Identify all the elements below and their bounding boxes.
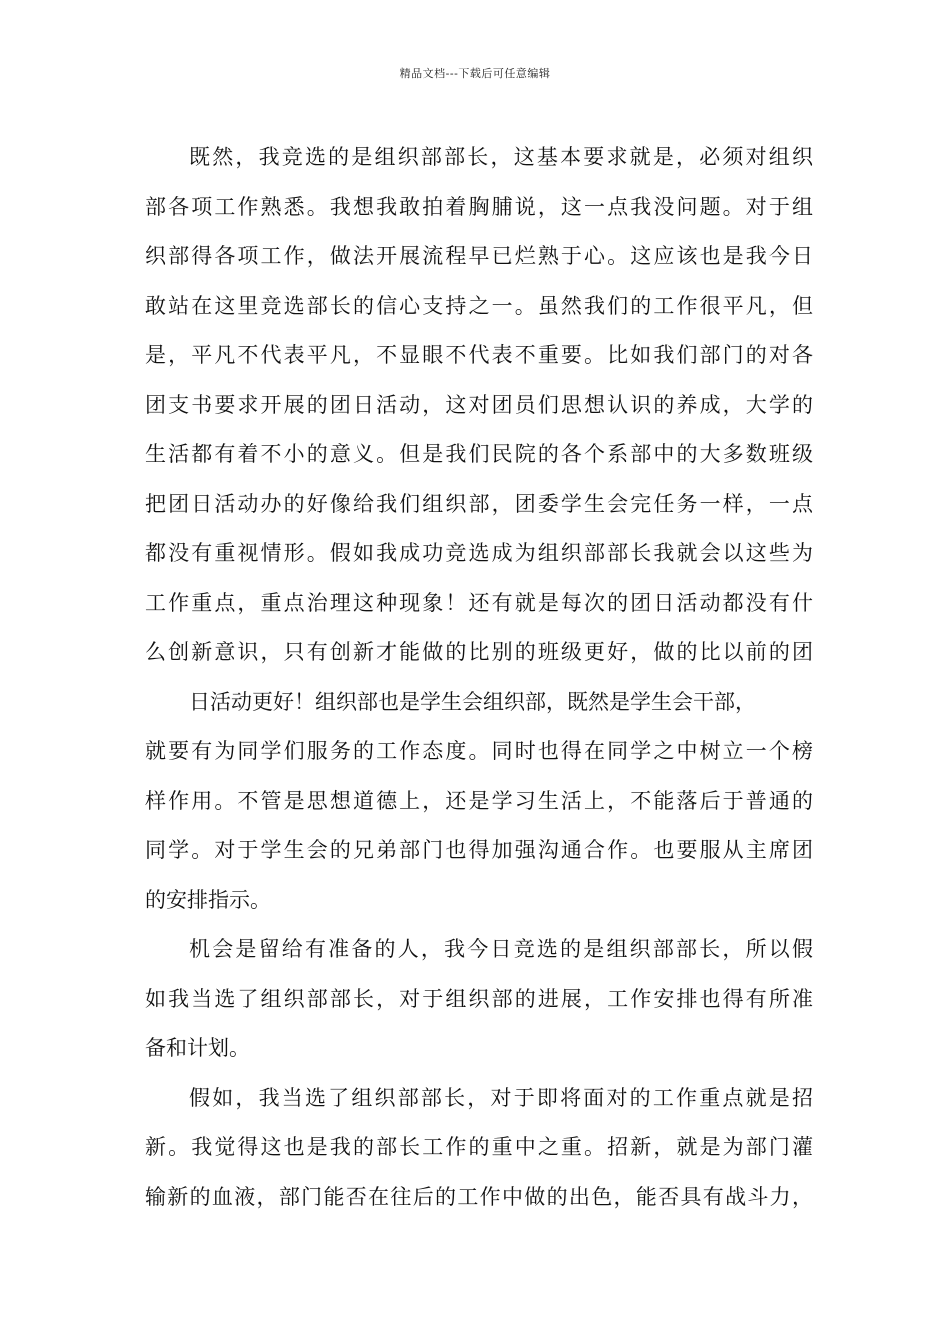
paragraph-line: 生活都有着不小的意义。但是我们民院的各个系部中的大多数班级 [145,442,813,466]
paragraph-line: 都没有重视情形。假如我成功竞选成为组织部部长我就会以这些为 [145,541,813,565]
paragraph-line: 部各项工作熟悉。我想我敢拍着胸脯说，这一点我没问题。对于组 [145,194,813,219]
paragraph-line: 备和计划。 [145,1036,250,1060]
page-header: 精品文档---下载后可任意编辑 [399,67,551,80]
paragraph-line: 机会是留给有准备的人，我今日竞选的是组织部部长，所以假 [189,937,813,961]
paragraph-line: 工作重点，重点治理这种现象！还有就是每次的团日活动都没有什 [145,590,813,615]
paragraph-line: 是，平凡不代表平凡，不显眼不代表不重要。比如我们部门的对各 [145,343,813,367]
body-text [145,133,813,1222]
paragraph-line: 输新的血液，部门能否在往后的工作中做的出色，能否具有战斗力， [145,1184,813,1209]
paragraph-line: 把团日活动办的好像给我们组织部，团委学生会完任务一样，一点 [145,491,813,516]
paragraph-line: 样作用。不管是思想道德上，还是学习生活上，不能落后于普通的 [145,788,813,813]
paragraph-line: 如我当选了组织部部长，对于组织部的进展，工作安排也得有所准 [145,986,813,1011]
paragraph-line: 同学。对于学生会的兄弟部门也得加强沟通合作。也要服从主席团 [145,838,813,862]
paragraph-line: 既然，我竞选的是组织部部长，这基本要求就是，必须对组织 [189,145,813,169]
paragraph-line: 假如，我当选了组织部部长，对于即将面对的工作重点就是招 [189,1085,813,1110]
paragraph-line: 团支书要求开展的团日活动，这对团员们思想认识的养成，大学的 [145,392,813,417]
paragraph-line: 就要有为同学们服务的工作态度。同时也得在同学之中树立一个榜 [145,739,813,763]
paragraph-line: 敢站在这里竞选部长的信心支持之一。虽然我们的工作很平凡，但 [145,293,813,318]
paragraph-line: 的安排指示。 [145,887,271,912]
paragraph-line: 日活动更好！组织部也是学生会组织部，既然是学生会干部， [189,689,756,714]
paragraph-line: 织部得各项工作，做法开展流程早已烂熟于心。这应该也是我今日 [145,244,813,268]
paragraph-line: 新。我觉得这也是我的部长工作的重中之重。招新，就是为部门灌 [145,1135,813,1159]
paragraph-line: 么创新意识，只有创新才能做的比别的班级更好，做的比以前的团 [145,640,813,664]
